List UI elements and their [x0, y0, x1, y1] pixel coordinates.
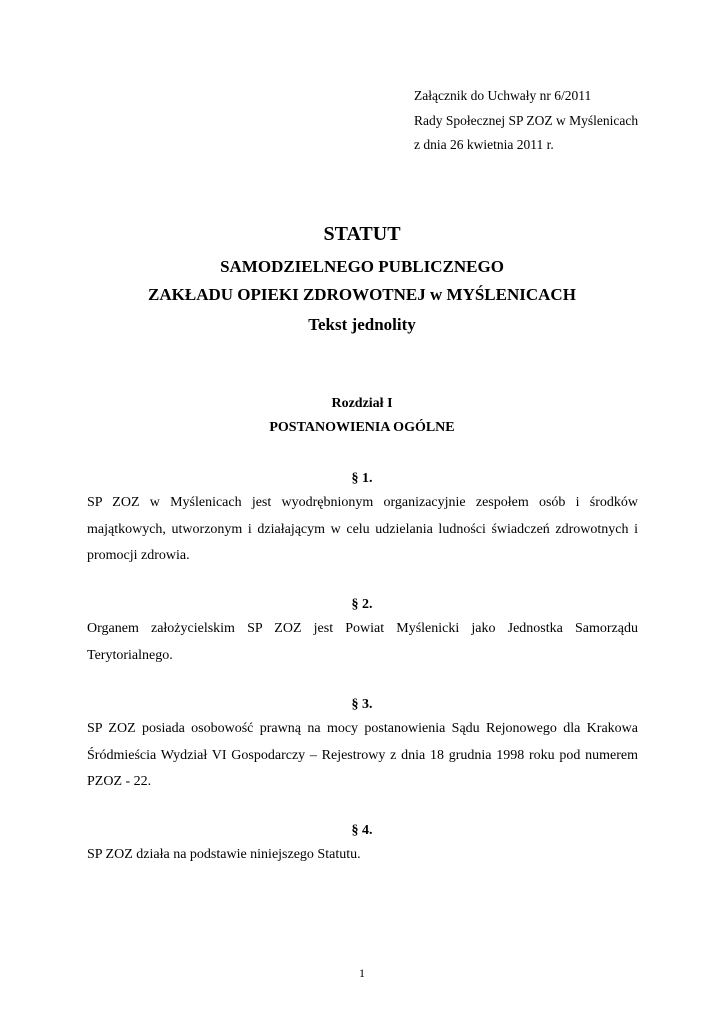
- chapter-number: Rozdział I: [331, 396, 393, 411]
- section-1-text: SP ZOZ w Myślenicach jest wyodrębnionym organizacyjnie zespołem osób i środków majątkowych, utworzonym i działającym w celu udzielania ludności świadczeń zdrowotnych i promocji zdrowia.: [87, 495, 638, 563]
- annex-line-1: Załącznik do Uchwały nr 6/2011: [414, 88, 592, 103]
- annex-note: [414, 84, 638, 158]
- section-4-heading: § 4.: [351, 823, 373, 838]
- annex-line-3: z dnia 26 kwietnia 2011 r.: [414, 137, 554, 152]
- section-2-heading: § 2.: [351, 597, 373, 612]
- annex-line-2: Rady Społecznej SP ZOZ w Myślenicach: [414, 112, 639, 128]
- title-subtitle: Tekst jednolity: [308, 315, 416, 334]
- section-4-text: SP ZOZ działa na podstawie niniejszego Statutu.: [87, 847, 361, 862]
- chapter-title: POSTANOWIENIA OGÓLNE: [269, 420, 455, 435]
- document-title: STATUT: [323, 223, 401, 245]
- section-2-text: Organem założycielskim SP ZOZ jest Powiat Myślenicki jako Jednostka Samorządu Terytorialnego.: [87, 621, 638, 663]
- section-3-heading: § 3.: [351, 697, 373, 712]
- title-line-2: SAMODZIELNEGO PUBLICZNEGO: [220, 257, 504, 276]
- page-number: 1: [359, 966, 365, 980]
- section-3-text: SP ZOZ posiada osobowość prawną na mocy postanowienia Sądu Rejonowego dla Krakowa Śródmieścia Wydział VI Gospodarczy – Rejestrowy z dnia 18 grudnia 1998 roku pod numerem PZOZ - 22.: [87, 721, 638, 789]
- section-1-heading: § 1.: [351, 471, 373, 486]
- title-line-3: ZAKŁADU OPIEKI ZDROWOTNEJ w MYŚLENICACH: [148, 285, 576, 304]
